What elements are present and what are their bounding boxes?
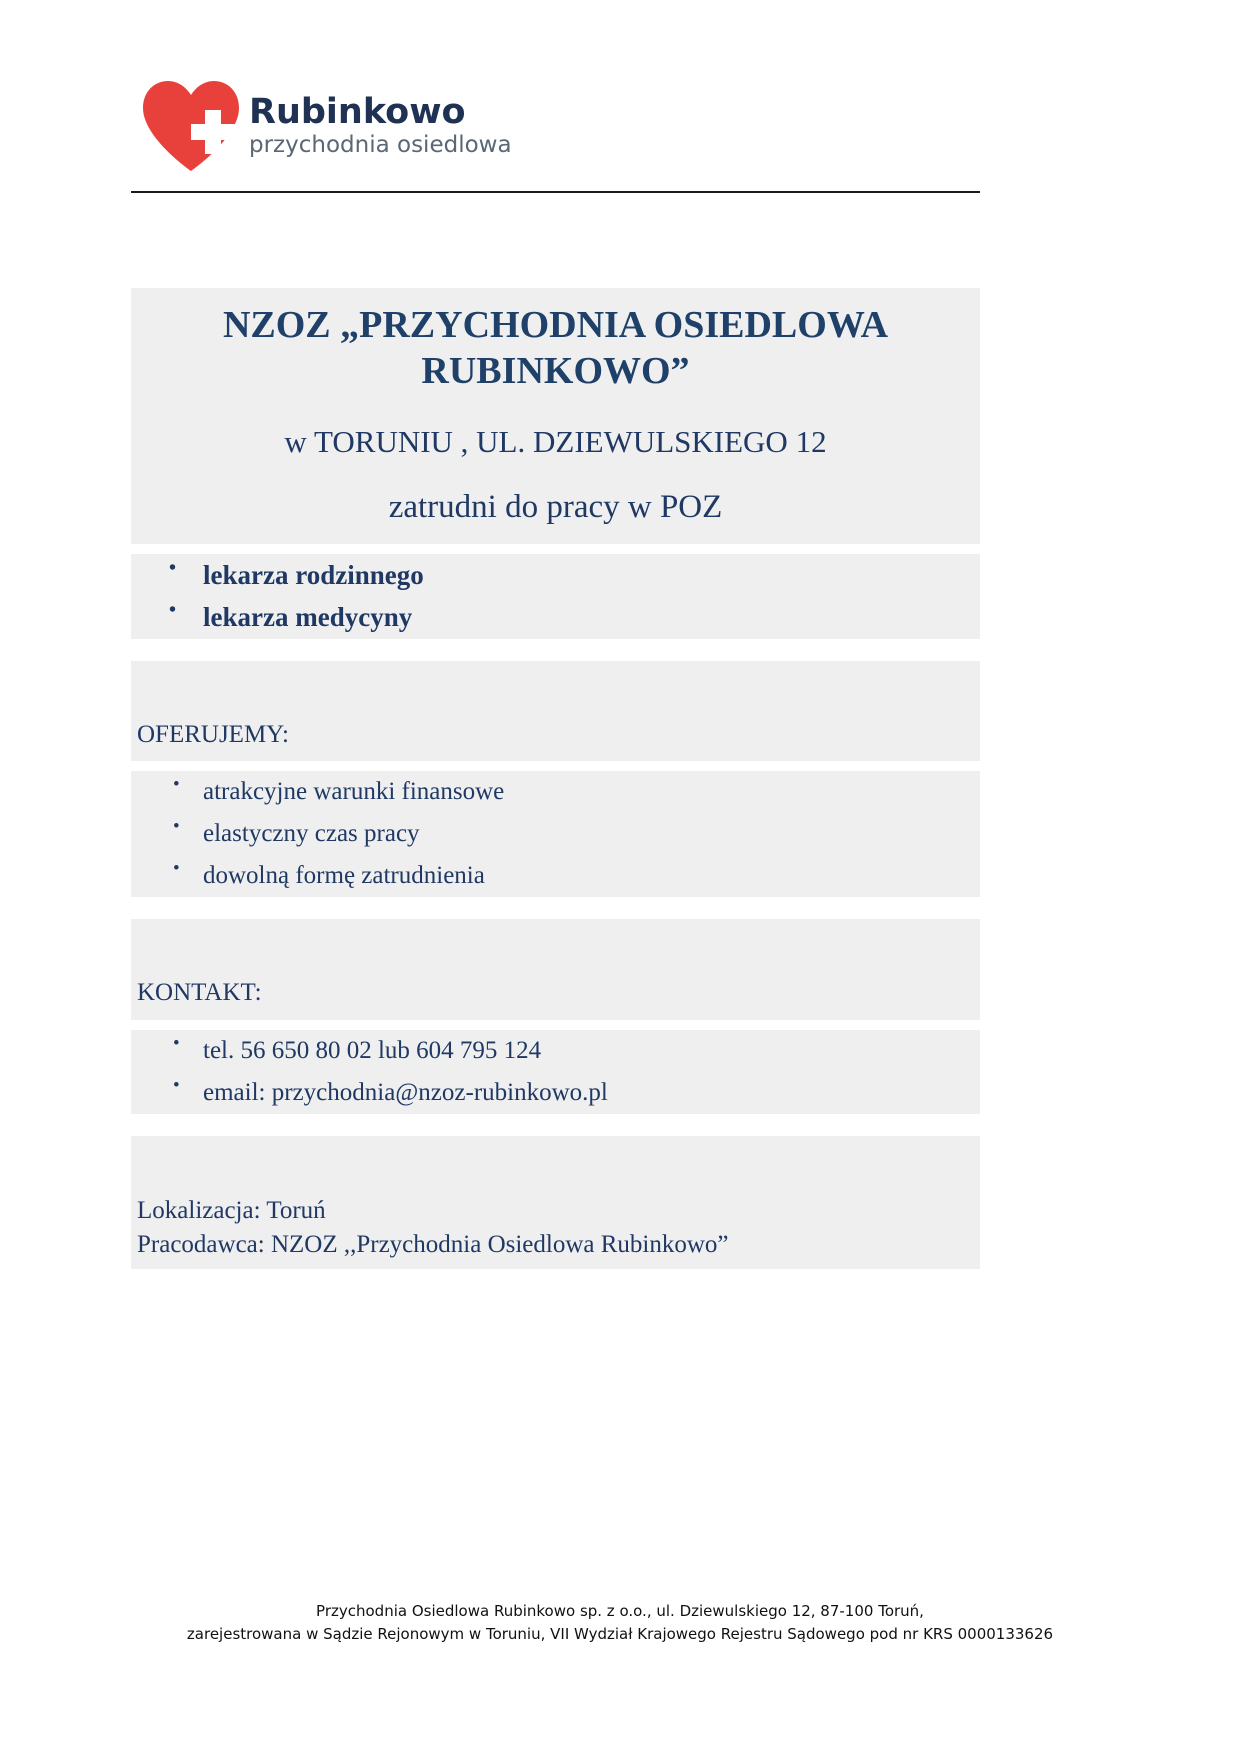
letterhead-header bbox=[131, 72, 980, 180]
list-item: • lekarza medycyny bbox=[131, 596, 980, 639]
address-line: w TORUNIU , UL. DZIEWULSKIEGO 12 bbox=[131, 405, 980, 472]
email-list-item: • email: przychodnia@nzoz-rubinkowo.pl bbox=[131, 1072, 980, 1114]
blank-band bbox=[131, 661, 980, 713]
spacer bbox=[131, 761, 980, 771]
contact-list bbox=[131, 1030, 980, 1114]
heart-with-cross-icon bbox=[139, 78, 243, 174]
location-line: Lokalizacja: Toruń bbox=[137, 1196, 326, 1224]
employer-line: Pracodawca: NZOZ ,,Przychodnia Osiedlowa Rubinkowo” bbox=[137, 1231, 729, 1259]
spacer bbox=[131, 639, 980, 661]
spacer bbox=[131, 544, 980, 554]
list-item: • dowolną formę zatrudnienia bbox=[131, 855, 980, 897]
document-body bbox=[131, 288, 980, 1269]
title-block bbox=[131, 288, 980, 405]
header-divider bbox=[131, 191, 980, 193]
logo-wordmark bbox=[249, 94, 512, 157]
offer-list bbox=[131, 771, 980, 897]
phone-list-item: • tel. 56 650 80 02 lub 604 795 124 bbox=[131, 1030, 980, 1072]
blank-band bbox=[131, 919, 980, 971]
logo-tagline: przychodnia osiedlowa bbox=[249, 131, 512, 158]
list-item: • elastyczny czas pracy bbox=[131, 813, 980, 855]
contact-section-label: KONTAKT: bbox=[131, 971, 980, 1020]
logo bbox=[131, 72, 980, 180]
job-positions-list bbox=[131, 554, 980, 639]
spacer bbox=[131, 1114, 980, 1136]
list-item: • lekarza rodzinnego bbox=[131, 554, 980, 597]
footer-line-2: zarejestrowana w Sądzie Rejonowym w Toruniu, VII Wydział Krajowego Rejestru Sądowego pod nr KRS 0000133626 bbox=[186, 1625, 1054, 1644]
spacer bbox=[131, 1020, 980, 1030]
page-title: NZOZ „PRZYCHODNIA OSIEDLOWA RUBINKOWO” bbox=[222, 304, 889, 393]
page-footer bbox=[0, 1600, 1240, 1647]
logo-name: Rubinkowo bbox=[249, 92, 466, 133]
meta-block bbox=[131, 1188, 980, 1269]
offer-section-label: OFERUJEMY: bbox=[131, 713, 980, 762]
spacer bbox=[131, 897, 980, 919]
list-item: • atrakcyjne warunki finansowe bbox=[131, 771, 980, 813]
blank-band bbox=[131, 1136, 980, 1188]
footer-line-1: Przychodnia Osiedlowa Rubinkowo sp. z o.o., ul. Dziewulskiego 12, 87-100 Toruń, bbox=[316, 1602, 924, 1620]
action-line: zatrudni do pracy w POZ bbox=[131, 472, 980, 544]
